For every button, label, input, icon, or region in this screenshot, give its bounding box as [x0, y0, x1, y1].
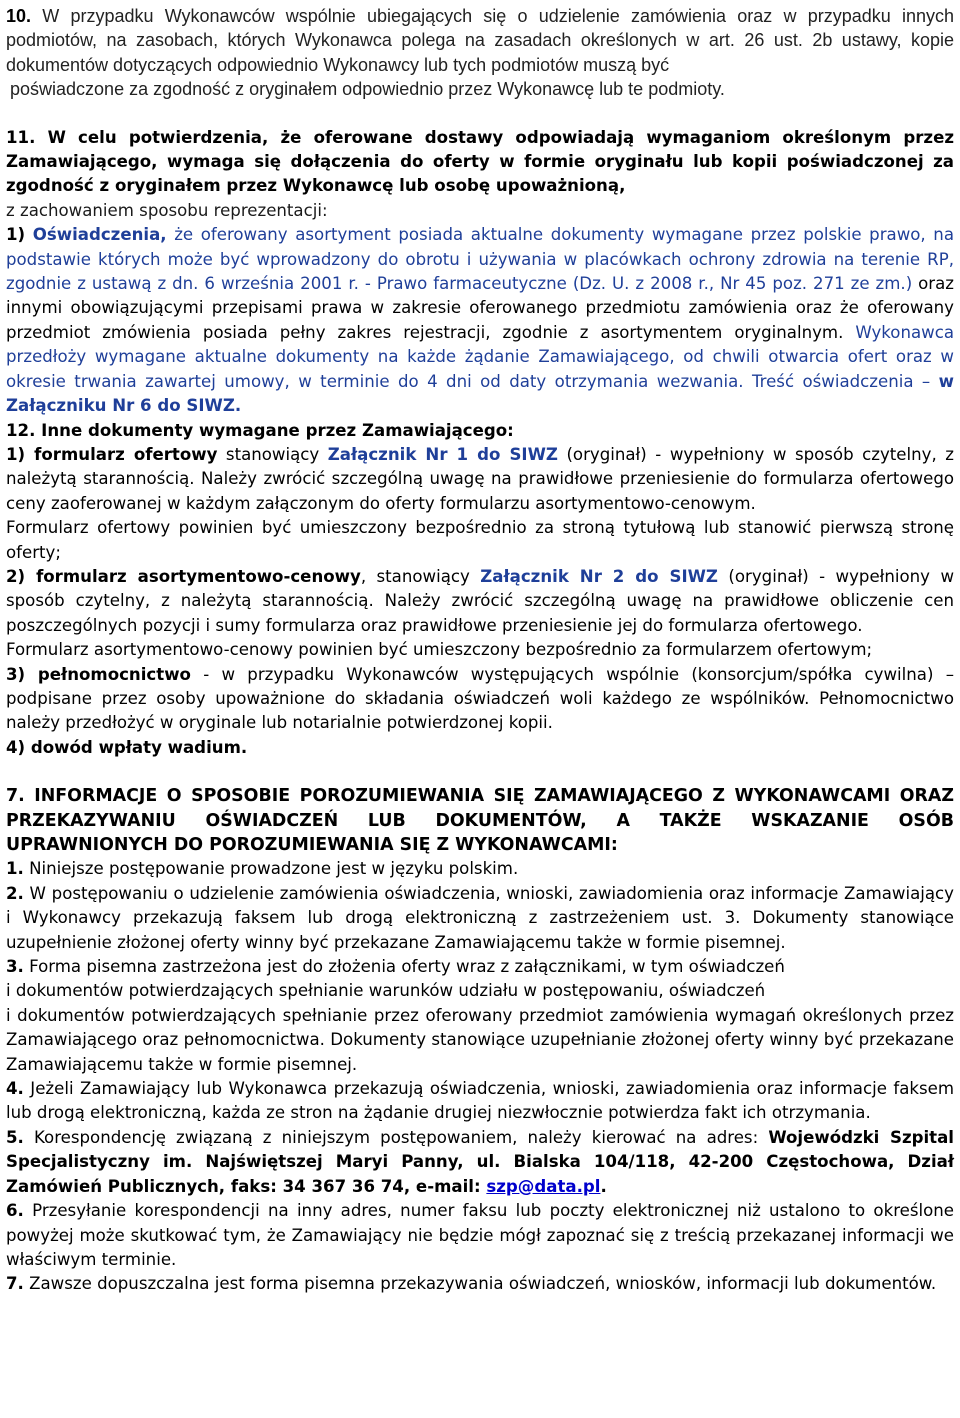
point-text: W postępowaniu o udzielenie zamówienia oświadczenia, wnioski, zawiadomienia oraz informacje Zamawiający i Wykonawcy przekazują faksem lub drogą elektroniczną z zastrzeżeniem ust. 3. Dokumenty stanowiące uzupełnienie złożonej oferty winny być przekazane Zamawiającemu także w formie pisemnej. [6, 883, 954, 952]
point-number: 5. [6, 1127, 24, 1147]
attachment-2-reference: Załącznik Nr 2 do SIWZ [480, 566, 718, 586]
form-1-text-b: (oryginał) - wypełniony w sposób czytelny, z należytą starannością. [6, 444, 954, 489]
form-1-text-c: Należy zwrócić szczególną uwagę na prawidłowe przeniesienie do formularza ofertowego ceny zaoferowanej w każdym załączonym do oferty formularzu asortymentowo-cenowym. [6, 469, 955, 513]
point-text: Zawsze dopuszczalna jest forma pisemna przekazywania oświadczeń, wniosków, informacji lub dokumentów. [23, 1274, 937, 1294]
attachment-reference: w Załączniku Nr 6 do SIWZ. [6, 371, 954, 416]
section-7-point-4 [6, 1077, 954, 1126]
point-text: Forma pisemna zastrzeżona jest do złożenia oferty wraz z załącznikami, w tym oświadczeń [23, 957, 785, 977]
paragraph-11-intro: 11. W celu potwierdzenia, że oferowane dostawy odpowiadają wymaganiom określonym przez Zamawiającego, wymaga się dołączenia do oferty w formie oryginału lub kopii poświadczonej za zgodność z oryginałem przez Wykonawcę lub osobę upoważnioną, [6, 127, 954, 196]
item-text-blue-3: w terminie do 4 dni od daty otrzymania wezwania. [289, 371, 744, 391]
form-2-text-b: (oryginał) - wypełniony w sposób czytelny, z należytą starannością. [6, 566, 955, 611]
paragraph-11-sub: z zachowaniem sposobu reprezentacji: [6, 200, 328, 220]
item-text-blue-2: Wykonawca przedłoży wymagane aktualne dokumenty na każde żądanie Zamawiającego, od chwili otwarcia ofert oraz w okresie trwania zawartej umowy, [6, 322, 954, 391]
paragraph-10 [6, 4, 954, 102]
paragraph-number: 10. [6, 6, 32, 26]
paragraph-11 [6, 126, 954, 419]
section-7-point-1 [6, 857, 954, 881]
point-text-line-3: i dokumentów potwierdzających spełnianie przez oferowany przedmiot zamówienia wymagań określonych przez Zamawiającego oraz pełnomocnictwa. Dokumenty stanowiące uzupełnianie złożonej oferty winny być przekazane Zamawiającemu także w formie pisemnej. [6, 1005, 954, 1074]
point-text: Korespondencję związaną z niniejszym postępowaniem, należy kierować na adres: [23, 1127, 769, 1147]
form-3-label: 3) pełnomocnictwo [6, 664, 191, 684]
point-number: 6. [6, 1201, 24, 1221]
section-7-point-2 [6, 882, 954, 955]
paragraph-12-title: Inne dokumenty wymagane przez Zamawiającego: [35, 420, 514, 440]
form-2-label: 2) formularz asortymentowo-cenowy [6, 566, 361, 586]
form-3-text: - w przypadku Wykonawców występujących wspólnie (konsorcjum/spółka cywilna) – podpisane przez osoby upoważnione do składania oświadczeń woli każdego ze wspólników. Pełnomocnictwo należy przedłożyć w oryginale lub notarialnie potwierdzonej kopii. [6, 664, 955, 733]
point-text-line-2: i dokumentów potwierdzających spełnianie warunków udziału w postępowaniu, oświadczeń [6, 981, 766, 1001]
form-1-label: 1) formularz ofertowy [6, 444, 218, 464]
point-text: Niniejsze postępowanie prowadzone jest w języku polskim. [23, 859, 519, 879]
section-7-point-7 [6, 1272, 954, 1296]
form-1-placement: Formularz ofertowy powinien być umieszczony bezpośrednio za stroną tytułową lub stanowić pierwszą stronę oferty; [6, 518, 954, 562]
punctuation: . [600, 1176, 607, 1196]
form-1-text: stanowiący [217, 444, 328, 464]
paragraph-number: 12. [6, 420, 36, 440]
section-7-point-5 [6, 1126, 954, 1199]
paragraph-text-last-line: poświadczone za zgodność z oryginałem odpowiednio przez Wykonawcę lub te podmioty. [10, 79, 725, 100]
item-text: oraz innymi obowiązującymi przepisami prawa w zakresie oferowanego przedmiotu zamówienia oraz że oferowany przedmiot zmówienia posiada pełny zakres rejestracji, zgodnie z asortymentem oryginalnym. [6, 274, 954, 342]
item-text-blue-4: Treść oświadczenia – [743, 371, 939, 391]
form-2-text: , stanowiący [360, 566, 481, 586]
point-number: 4. [6, 1079, 24, 1099]
spacer [6, 102, 954, 126]
paragraph-text: W przypadku Wykonawców wspólnie ubiegających się o udzielenie zamówienia oraz w przypadku innych podmiotów, na zasobach, których Wykonawca polega na zasadach określonych w art. 26 ust. 2b ustawy, kopie dokumentów dotyczących odpowiednio Wykonawcy lub tych podmiotów muszą być [6, 6, 954, 75]
point-number: 3. [6, 957, 24, 977]
section-7-point-6 [6, 1199, 954, 1272]
point-number: 1. [6, 859, 24, 879]
form-2-placement: Formularz asortymentowo-cenowy powinien być umieszczony bezpośrednio za formularzem ofertowym; [6, 640, 873, 660]
form-4-label: 4) dowód wpłaty wadium. [6, 737, 248, 757]
form-2-text-c: Należy zwrócić szczególną uwagę na prawidłowe obliczenie cen poszczególnych pozycji i sumy formularza oraz prawidłowe przeniesienie jej do formularza ofertowego. [6, 591, 955, 635]
attachment-1-reference: Załącznik Nr 1 do SIWZ [327, 444, 558, 464]
section-7-heading: 7. INFORMACJE O SPOSOBIE POROZUMIEWANIA SIĘ ZAMAWIAJĄCEGO Z WYKONAWCAMI ORAZ PRZEKAZYWANIU OŚWIADCZEŃ LUB DOKUMENTÓW, A TAKŻE WSKAZANIE OSÓB UPRAWNIONYCH DO POROZUMIEWANIA SIĘ Z WYKONAWCAMI: [6, 786, 954, 855]
paragraph-12 [6, 419, 954, 761]
point-number: 7. [6, 1274, 24, 1294]
email-link[interactable]: szp@data.pl [486, 1176, 601, 1196]
point-number: 2. [6, 883, 24, 903]
point-text: Przesyłanie korespondencji na inny adres, numer faksu lub poczty elektronicznej niż ustalono to określone powyżej może skutkować tym, że Zamawiający nie będzie mógł zapoznać się z treścią przekazanej informacji we właściwym terminie. [6, 1201, 954, 1269]
item-title: Oświadczenia, [32, 225, 167, 245]
item-text-blue: że oferowany asortyment posiada aktualne dokumenty wymagane przez polskie prawo, na podstawie których może być wprowadzony do obrotu i używania w placówkach ochrony zdrowia na terenie RP, zgodnie z ustawą z dn. 6 września 2001 r. - Prawo farmaceutyczne (Dz. U. z 2008 r., Nr 45 poz. 271 ze zm.) [6, 225, 954, 294]
spacer [6, 760, 954, 784]
section-7-point-3 [6, 955, 954, 1077]
point-text: Jeżeli Zamawiający lub Wykonawca przekazują oświadczenia, wnioski, zawiadomienia oraz informacje faksem lub drogą elektroniczną, każda ze stron na żądanie drugiej niezwłocznie potwierdza fakt ich otrzymania. [6, 1079, 954, 1123]
hospital-address: Wojewódzki Szpital Specjalistyczny im. Najświętszej Maryi Panny, ul. Bialska 104/118, 42-200 Częstochowa, Dział Zamówień Publicznych, faks: 34 367 36 74, e-mail: [6, 1127, 954, 1196]
item-number: 1) [6, 225, 26, 245]
